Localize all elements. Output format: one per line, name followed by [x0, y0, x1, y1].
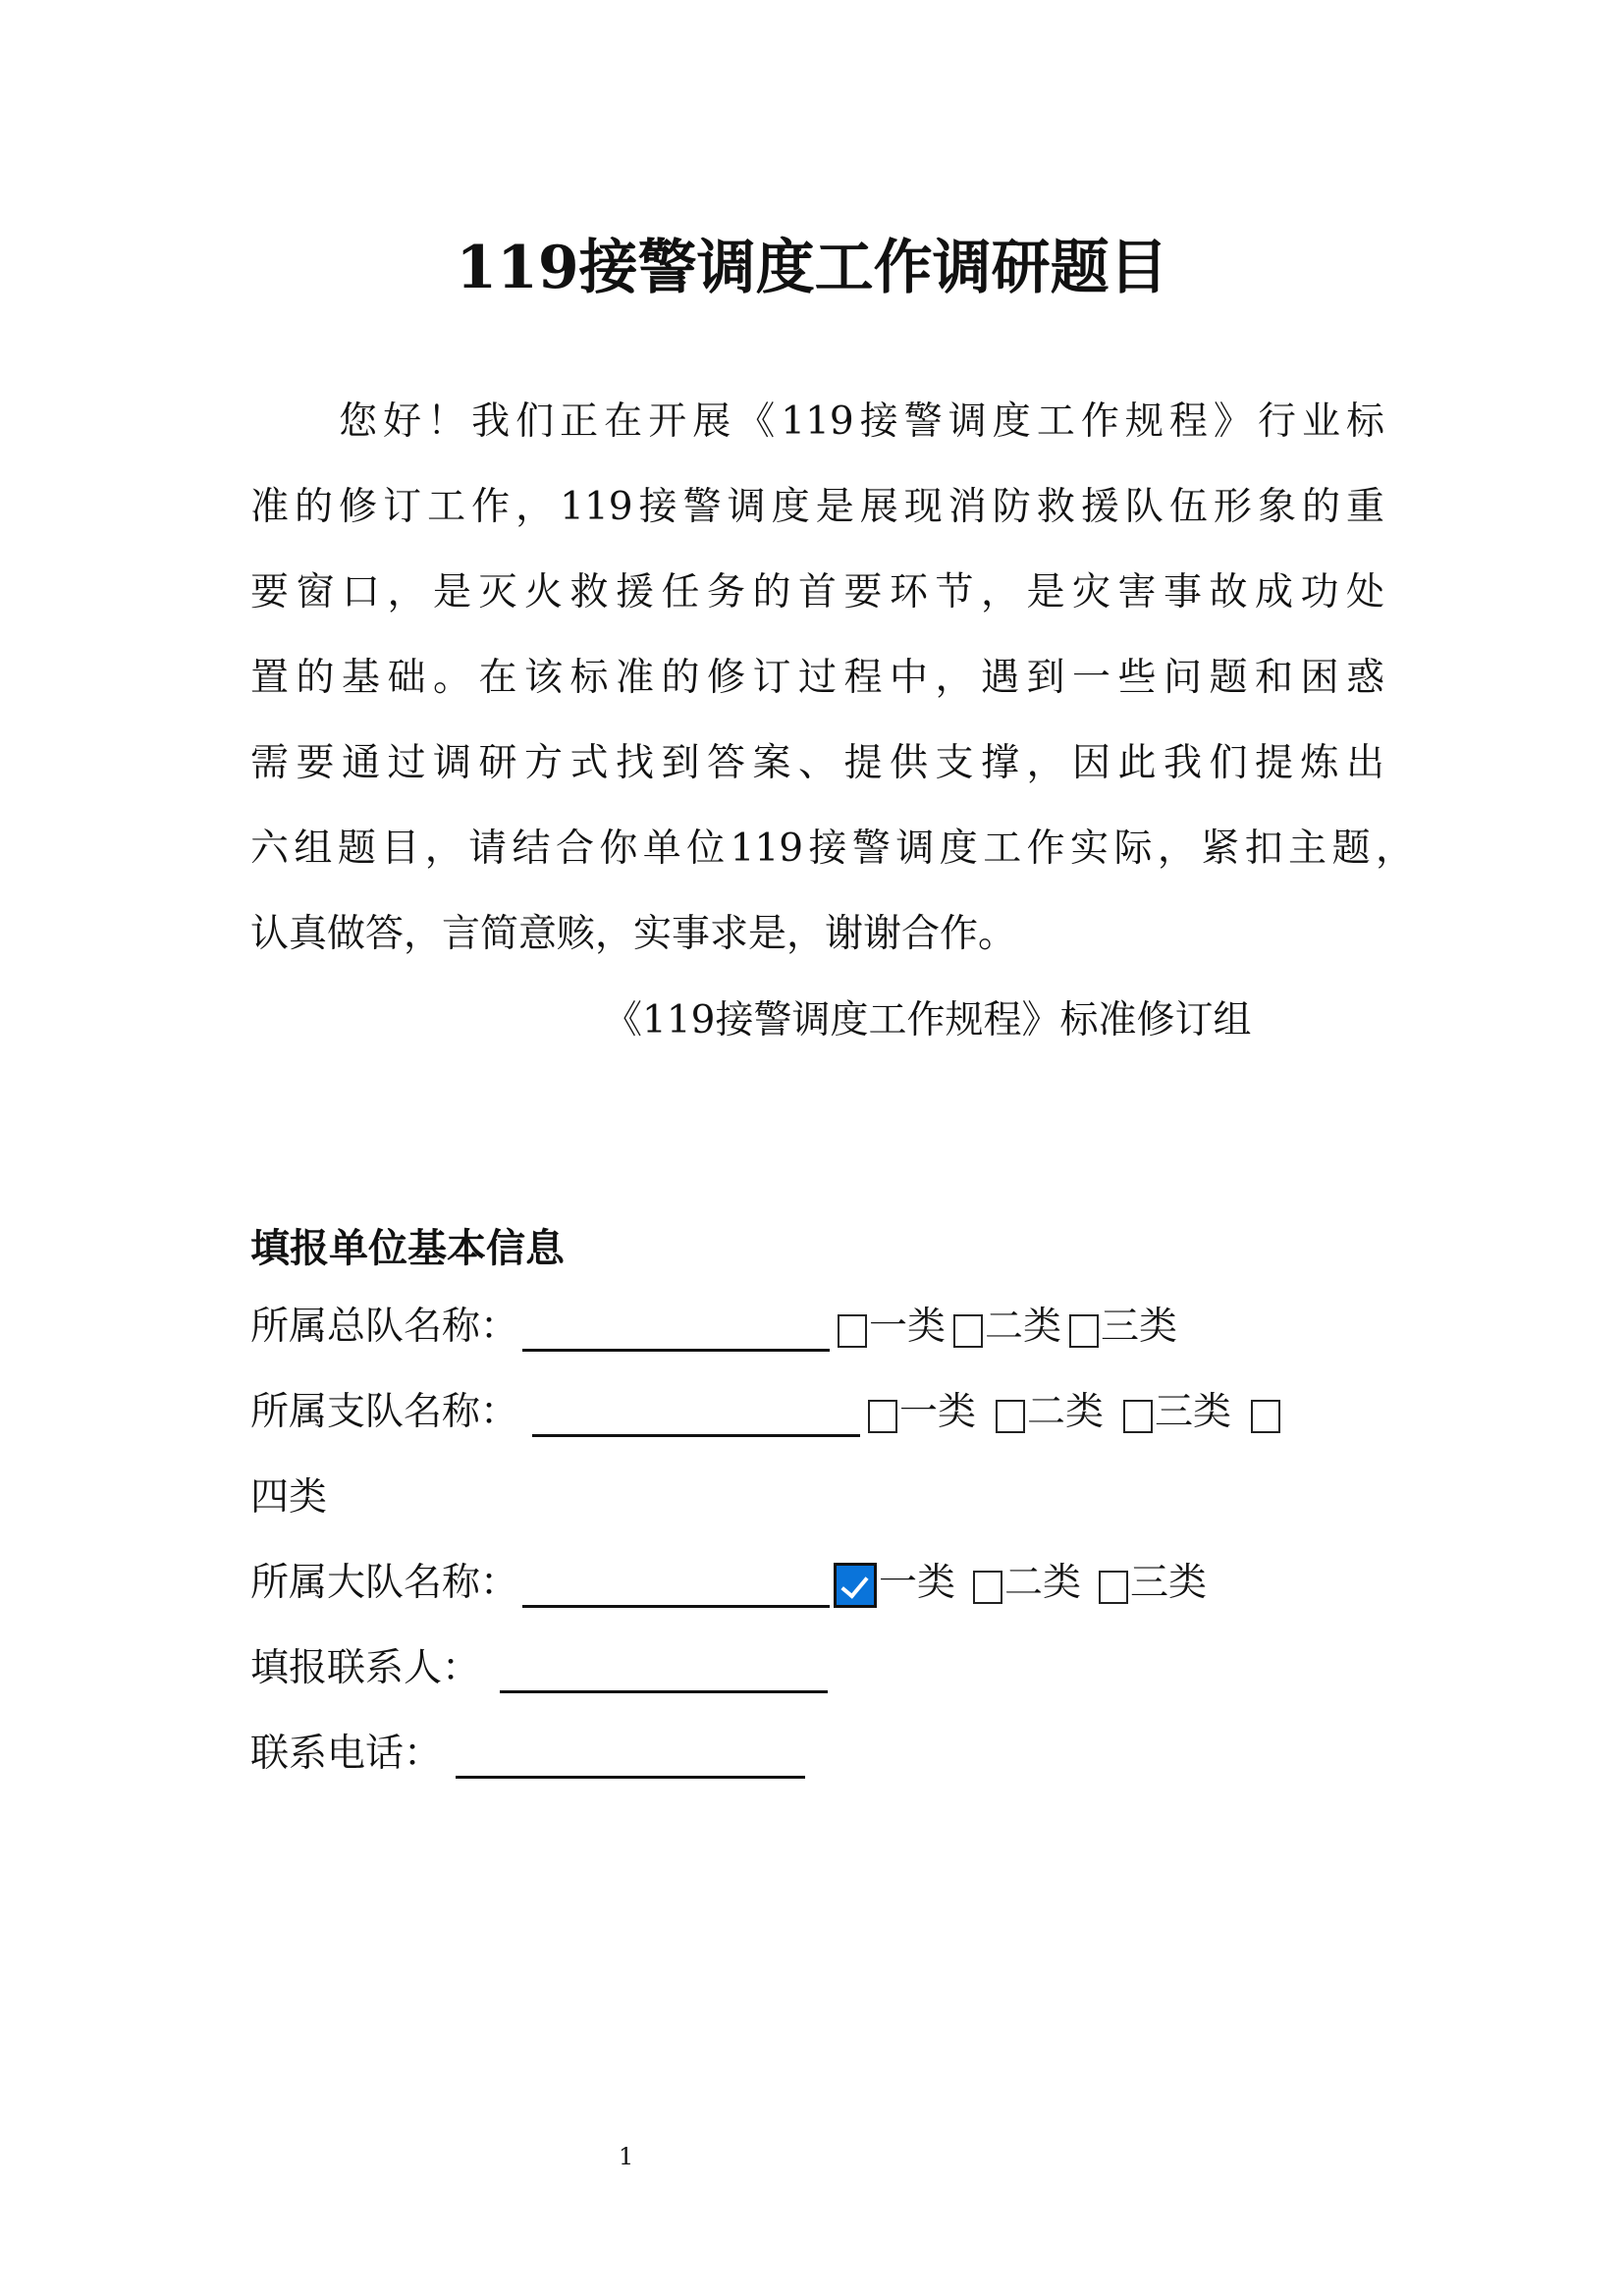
zongdui-input[interactable]: [522, 1309, 830, 1352]
intro-line: 准的修订工作，119接警调度是展现消防救援队伍形象的重: [250, 485, 1384, 529]
checkbox[interactable]: [1251, 1400, 1280, 1433]
zhidui-input[interactable]: [532, 1395, 860, 1437]
intro-line: 置的基础。在该标准的修订过程中，遇到一些问题和困惑: [250, 656, 1384, 700]
intro-line: 六组题目，请结合你单位119接警调度工作实际，紧扣主题，: [250, 827, 1414, 871]
option-label: 一类: [879, 1561, 956, 1605]
option-label: 三类: [1101, 1305, 1178, 1349]
option-label: 二类: [1004, 1561, 1082, 1605]
phone-input[interactable]: [456, 1736, 805, 1779]
dadui-input[interactable]: [522, 1566, 830, 1608]
zongdui-row: [250, 1303, 1177, 1352]
intro-line: 要窗口，是灭火救援任务的首要环节，是灾害事故成功处: [250, 570, 1384, 614]
contact-label: 填报联系人：: [250, 1646, 481, 1690]
zhidui-option-2[interactable]: [976, 1388, 1104, 1437]
option-label: 三类: [1130, 1561, 1208, 1605]
section-heading: 填报单位基本信息: [250, 1225, 565, 1271]
option-label: 三类: [1155, 1390, 1232, 1434]
option-label: 二类: [985, 1305, 1062, 1349]
zhidui-option-4-label: 四类: [250, 1475, 328, 1520]
contact-row: [250, 1644, 828, 1693]
zongdui-option-3[interactable]: [1061, 1303, 1177, 1352]
checkbox[interactable]: [868, 1400, 897, 1433]
checkbox[interactable]: [996, 1400, 1025, 1433]
intro-line: 您好！我们正在开展《119接警调度工作规程》行业标: [250, 400, 1384, 444]
zongdui-option-1[interactable]: [830, 1303, 946, 1352]
checkbox[interactable]: [1069, 1314, 1099, 1348]
signature: 《119接警调度工作规程》标准修订组: [604, 998, 1252, 1042]
contact-input[interactable]: [500, 1651, 828, 1693]
dadui-option-3[interactable]: [1081, 1559, 1207, 1608]
checkbox-checked[interactable]: [834, 1563, 877, 1608]
dadui-row: [250, 1559, 1207, 1608]
option-label: 二类: [1027, 1390, 1105, 1434]
page-number: 1: [619, 2143, 634, 2170]
intro-line: 需要通过调研方式找到答案、提供支撑，因此我们提炼出: [250, 741, 1384, 785]
dadui-label: 所属大队名称：: [250, 1561, 519, 1605]
zhidui-label: 所属支队名称：: [250, 1390, 519, 1434]
checkbox[interactable]: [1099, 1571, 1128, 1604]
checkbox[interactable]: [973, 1571, 1002, 1604]
zhidui-option-4[interactable]: [1231, 1400, 1282, 1437]
intro-line: 认真做答，言简意赅，实事求是，谢谢合作。: [250, 912, 1017, 956]
phone-row: [250, 1730, 805, 1779]
document-title: 119接警调度工作调研题目: [456, 234, 1168, 302]
checkbox[interactable]: [1123, 1400, 1153, 1433]
option-label: 一类: [899, 1390, 977, 1434]
phone-label: 联系电话：: [250, 1732, 443, 1776]
dadui-option-2[interactable]: [955, 1559, 1081, 1608]
zhidui-row: [250, 1388, 1282, 1437]
zongdui-label: 所属总队名称：: [250, 1305, 519, 1349]
checkbox[interactable]: [838, 1314, 867, 1348]
zhidui-option-3[interactable]: [1104, 1388, 1231, 1437]
dadui-option-1[interactable]: [830, 1559, 955, 1608]
option-label: 一类: [869, 1305, 947, 1349]
checkbox[interactable]: [953, 1314, 983, 1348]
zongdui-option-2[interactable]: [946, 1303, 1061, 1352]
zhidui-option-1[interactable]: [860, 1388, 976, 1437]
